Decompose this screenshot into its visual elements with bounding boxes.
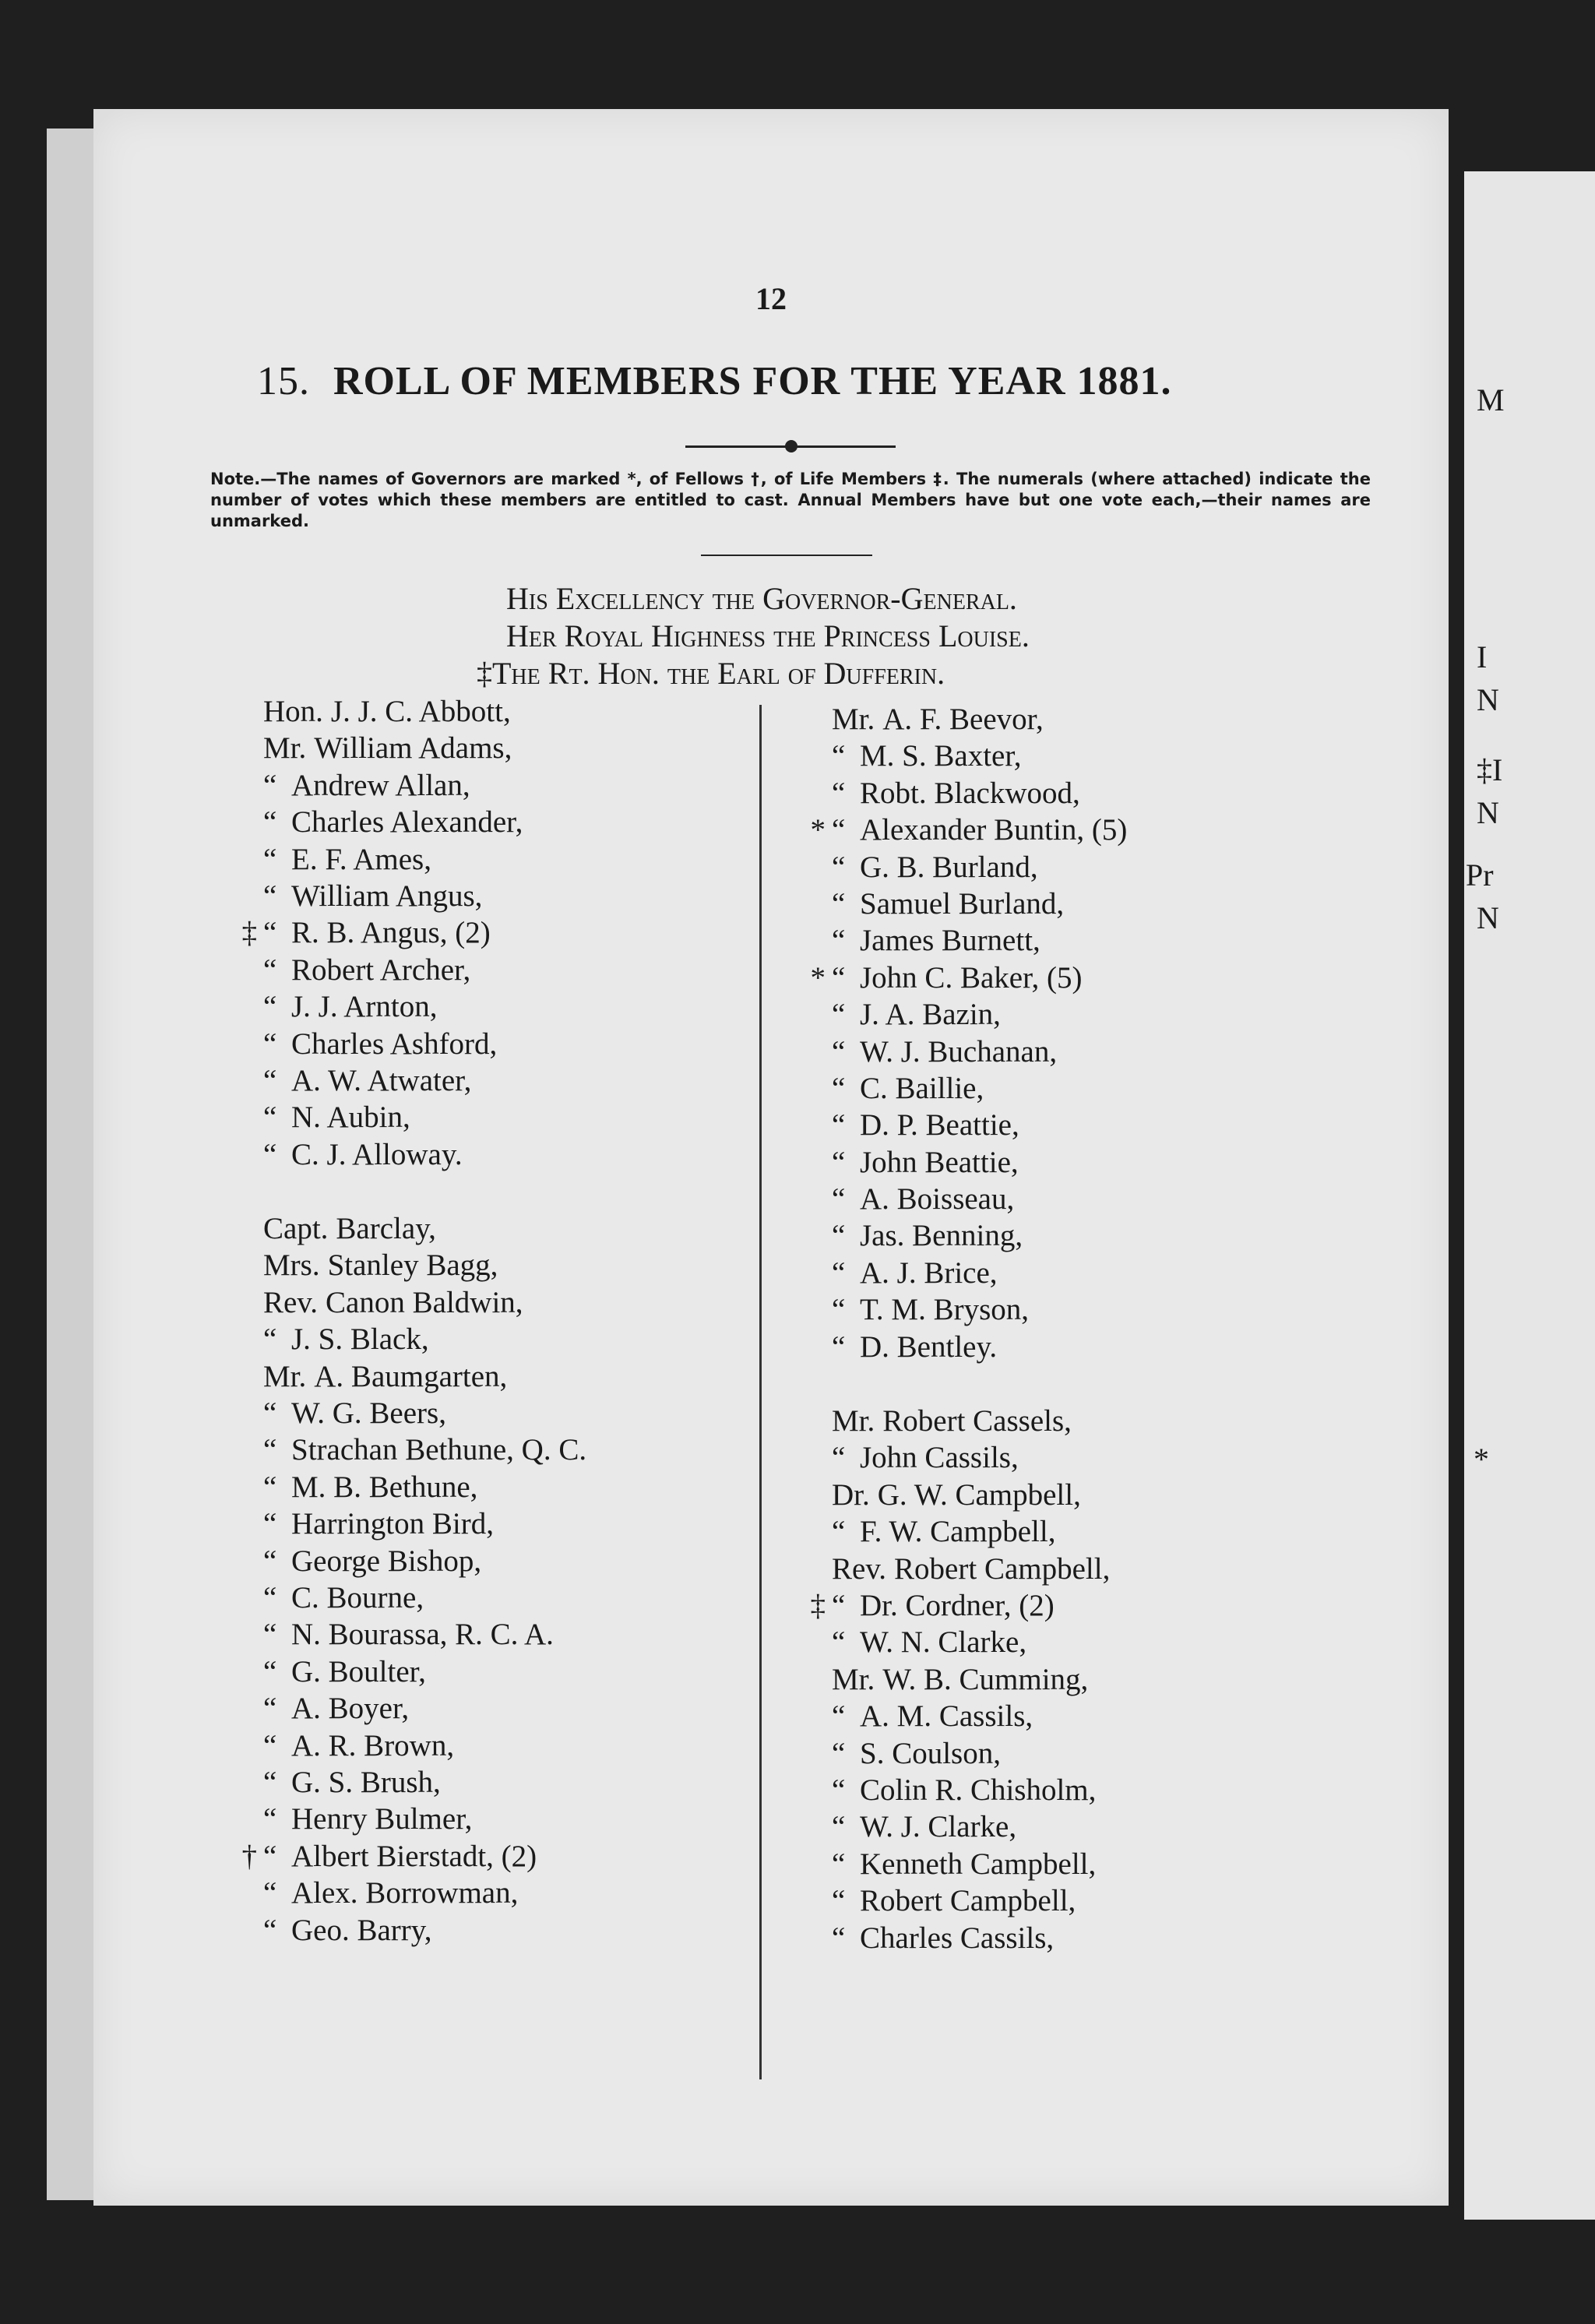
member-title: “	[263, 1470, 277, 1504]
member-entry	[226, 804, 586, 840]
adjacent-page-fragment: *	[1474, 1442, 1489, 1477]
member-name: Charles Ashford,	[291, 1026, 498, 1061]
adjacent-page-fragment: Pr	[1466, 857, 1494, 893]
member-entry	[794, 812, 1127, 848]
member-name: J. J. Arnton,	[291, 990, 438, 1024]
member-entry	[226, 988, 586, 1025]
member-entry	[226, 1912, 586, 1949]
member-name: F. W. Campbell,	[860, 1515, 1056, 1549]
member-name: C. Baillie,	[860, 1071, 984, 1105]
member-entry	[794, 1107, 1127, 1143]
member-name: Robert Cassels,	[882, 1404, 1072, 1438]
membership-mark: *	[810, 813, 826, 847]
member-title: “	[263, 916, 277, 950]
member-entry	[794, 1772, 1127, 1808]
member-name: W. N. Clarke,	[860, 1625, 1027, 1660]
adjacent-page-fragment: N	[1477, 900, 1499, 935]
member-name: John C. Baker, (5)	[860, 960, 1083, 995]
member-name: Jas. Benning,	[860, 1219, 1023, 1253]
member-entry	[794, 1439, 1127, 1476]
royal-line-3: ‡The Rt. Hon. the Earl of Dufferin.	[477, 656, 945, 691]
member-name: George Bishop,	[291, 1544, 482, 1578]
section-number: 15.	[257, 359, 310, 403]
member-title: “	[832, 960, 846, 995]
member-entry	[226, 1395, 586, 1431]
member-name: Alex. Borrowman,	[291, 1876, 519, 1910]
member-name: Barclay,	[336, 1212, 436, 1246]
adjacent-page-fragment: I	[1477, 639, 1488, 674]
member-entry	[794, 1808, 1127, 1845]
member-name: A. F. Beevor,	[882, 702, 1044, 736]
member-name: Canon Baldwin,	[326, 1285, 523, 1319]
member-name: M. S. Baxter,	[860, 739, 1022, 773]
member-entry	[794, 996, 1127, 1033]
member-title: “	[832, 1034, 846, 1069]
member-name: A. J. Brice,	[860, 1255, 998, 1290]
book-page	[93, 109, 1449, 2206]
member-name: J. J. C. Abbott,	[330, 695, 511, 728]
member-entry	[226, 1875, 586, 1911]
column-divider	[759, 705, 762, 2079]
member-name: E. F. Ames,	[291, 842, 431, 876]
member-entry	[794, 1587, 1127, 1624]
page-title	[257, 358, 1172, 404]
member-entry	[794, 1477, 1127, 1513]
member-entry	[794, 1698, 1127, 1734]
member-name: Colin R. Chisholm,	[860, 1773, 1097, 1807]
member-entry	[226, 1579, 586, 1616]
member-title: “	[263, 1063, 277, 1097]
member-entry	[794, 922, 1127, 959]
member-title: “	[263, 1876, 277, 1910]
member-entry	[226, 1764, 586, 1801]
member-title: Capt.	[263, 1212, 329, 1246]
member-title: “	[263, 1322, 277, 1357]
royal-patrons	[413, 580, 1030, 692]
member-entry	[226, 693, 586, 730]
member-name: A. Boyer,	[291, 1692, 410, 1726]
member-entry	[794, 738, 1127, 774]
member-entry	[794, 960, 1127, 996]
member-entry	[226, 1838, 586, 1875]
member-title: “	[263, 1765, 277, 1799]
member-title: “	[263, 1580, 277, 1614]
member-title: “	[832, 1145, 846, 1179]
member-title: “	[263, 842, 277, 876]
member-title: “	[263, 1913, 277, 1947]
members-left-column	[226, 693, 586, 1949]
member-entry	[794, 1920, 1127, 1956]
member-entry	[226, 1690, 586, 1727]
member-entry	[794, 1403, 1127, 1439]
member-title: “	[263, 1026, 277, 1061]
member-title: “	[263, 1618, 277, 1652]
member-entry	[226, 914, 586, 951]
member-title: “	[263, 952, 277, 987]
member-entry	[226, 1727, 586, 1764]
members-right-column	[794, 701, 1127, 1956]
member-name: William Adams,	[314, 731, 512, 766]
member-entry	[226, 1062, 586, 1099]
member-title: “	[263, 1396, 277, 1431]
member-title: “	[832, 1108, 846, 1143]
royal-line-2: Her Royal Highness the Princess Louise.	[506, 618, 1030, 653]
membership-mark: ‡	[241, 916, 257, 950]
member-entry	[226, 1247, 586, 1283]
member-title: “	[832, 850, 846, 884]
member-name: N. Aubin,	[291, 1100, 410, 1135]
member-entry	[226, 1321, 586, 1357]
member-name: Robert Archer,	[291, 952, 471, 987]
member-entry	[226, 878, 586, 914]
adjacent-page-fragment: ‡I	[1477, 752, 1503, 787]
member-title: “	[832, 1699, 846, 1734]
member-entry	[226, 1469, 586, 1505]
member-title: “	[832, 1810, 846, 1844]
member-title: “	[263, 1544, 277, 1578]
member-entry	[794, 1033, 1127, 1070]
member-name: Harrington Bird,	[291, 1507, 494, 1541]
member-title: “	[832, 776, 846, 810]
member-title: “	[263, 990, 277, 1024]
member-entry	[226, 730, 586, 766]
member-name: G. S. Brush,	[291, 1765, 441, 1799]
member-entry	[226, 1543, 586, 1579]
member-name: T. M. Bryson,	[860, 1293, 1030, 1327]
member-entry	[226, 1099, 586, 1136]
member-entry	[794, 1735, 1127, 1772]
member-title: “	[832, 1515, 846, 1549]
member-name: Andrew Allan,	[291, 768, 470, 802]
member-name: D. Bentley.	[860, 1329, 998, 1364]
member-title: “	[832, 1588, 846, 1622]
member-name: M. B. Bethune,	[291, 1470, 478, 1504]
member-name: Charles Alexander,	[291, 805, 523, 840]
member-entry	[794, 1291, 1127, 1328]
member-entry	[794, 849, 1127, 886]
membership-mark: ‡	[810, 1588, 826, 1622]
member-name: Robert Campbell,	[860, 1884, 1076, 1918]
member-title: “	[263, 1100, 277, 1135]
member-entry	[794, 1551, 1127, 1587]
member-title: Hon.	[263, 695, 323, 728]
member-name: W. J. Clarke,	[860, 1810, 1017, 1844]
member-title: Mr.	[263, 1359, 307, 1393]
member-title: “	[832, 1625, 846, 1660]
member-title: “	[832, 1219, 846, 1253]
member-name: A. M. Cassils,	[860, 1699, 1033, 1734]
member-entry	[226, 1358, 586, 1395]
member-title: “	[832, 1884, 846, 1918]
member-name: Dr. Cordner, (2)	[860, 1588, 1055, 1622]
legend-note: Note.—The names of Governors are marked *, of Fellows †, of Life Members ‡. The numerals (where attached) indicate the number of votes which these members are entitled to cast. Annual Members have but one vote each,—their names are unmarked.	[210, 470, 1371, 530]
adjacent-page-edge	[1464, 171, 1595, 2220]
member-title: “	[832, 813, 846, 847]
member-title: Mr.	[832, 1404, 875, 1438]
member-name: W. B. Cumming,	[882, 1662, 1089, 1696]
member-title: “	[832, 1329, 846, 1364]
member-name: Geo. Barry,	[291, 1913, 432, 1947]
member-entry	[794, 1846, 1127, 1882]
member-entry	[794, 1217, 1127, 1254]
member-entry	[794, 775, 1127, 812]
member-entry	[794, 1144, 1127, 1181]
member-name: John Beattie,	[860, 1145, 1019, 1179]
member-name: William Angus,	[291, 879, 483, 913]
member-entry	[226, 1653, 586, 1690]
member-title: “	[832, 1736, 846, 1770]
ornament-dot	[785, 440, 798, 452]
member-entry	[794, 1255, 1127, 1291]
member-name: N. Bourassa, R. C. A.	[291, 1618, 554, 1652]
member-title: “	[263, 1839, 277, 1873]
member-title: “	[263, 879, 277, 913]
member-name: Albert Bierstadt, (2)	[291, 1839, 537, 1873]
member-title: “	[263, 805, 277, 840]
member-entry	[794, 1661, 1127, 1698]
royal-line-1: His Excellency the Governor-General.	[506, 581, 1017, 616]
member-name: James Burnett,	[860, 924, 1040, 958]
member-name: C. J. Alloway.	[291, 1137, 463, 1171]
member-name: S. Coulson,	[860, 1736, 1001, 1770]
separator-rule	[701, 555, 872, 556]
member-title: Mr.	[832, 1662, 875, 1696]
member-title: Dr.	[832, 1477, 870, 1512]
member-title: “	[832, 1847, 846, 1881]
member-name: G. W. Campbell,	[877, 1477, 1081, 1512]
member-title: “	[263, 1433, 277, 1467]
member-title: “	[832, 1182, 846, 1217]
member-name: R. B. Angus, (2)	[291, 916, 491, 950]
adjacent-page-fragment: N	[1477, 795, 1499, 830]
member-name: Henry Bulmer,	[291, 1802, 473, 1836]
member-name: Samuel Burland,	[860, 886, 1065, 921]
member-entry	[226, 767, 586, 804]
membership-mark: *	[810, 960, 826, 995]
member-title: “	[832, 1921, 846, 1955]
member-entry	[794, 1882, 1127, 1919]
member-name: A. Boisseau,	[860, 1182, 1015, 1217]
member-name: Kenneth Campbell,	[860, 1847, 1097, 1881]
member-name: D. P. Beattie,	[860, 1108, 1019, 1143]
member-entry	[226, 841, 586, 878]
member-title: “	[263, 1728, 277, 1762]
member-title: “	[832, 1255, 846, 1290]
member-entry	[226, 1026, 586, 1062]
member-name: Alexander Buntin, (5)	[860, 813, 1128, 847]
member-entry	[794, 1070, 1127, 1107]
member-title: “	[263, 1507, 277, 1541]
member-title: “	[263, 1654, 277, 1688]
member-entry	[794, 701, 1127, 738]
page-number: 12	[755, 281, 787, 316]
member-name: A. Baumgarten,	[314, 1359, 508, 1393]
member-entry	[794, 1513, 1127, 1550]
member-title: “	[263, 1692, 277, 1726]
member-entry	[226, 1284, 586, 1321]
member-entry	[794, 1181, 1127, 1217]
member-title: Rev.	[263, 1285, 319, 1319]
member-title: “	[832, 924, 846, 958]
member-entry	[794, 886, 1127, 922]
member-title: “	[832, 1441, 846, 1475]
member-entry	[226, 1136, 586, 1173]
member-entry	[226, 1431, 586, 1468]
membership-mark: †	[241, 1839, 257, 1873]
member-name: W. G. Beers,	[291, 1396, 446, 1431]
member-title: Mr.	[832, 702, 875, 736]
member-name: W. J. Buchanan,	[860, 1034, 1058, 1069]
member-title: “	[263, 768, 277, 802]
member-name: A. W. Atwater,	[291, 1063, 472, 1097]
member-entry	[226, 1505, 586, 1542]
adjacent-page-fragment: M	[1477, 382, 1505, 417]
member-entry	[794, 1329, 1127, 1365]
member-title: “	[832, 998, 846, 1032]
title-text: ROLL OF MEMBERS FOR THE YEAR 1881.	[333, 359, 1172, 403]
member-name: G. Boulter,	[291, 1654, 426, 1688]
member-title: “	[263, 1802, 277, 1836]
member-name: Charles Cassils,	[860, 1921, 1055, 1955]
member-name: John Cassils,	[860, 1441, 1019, 1475]
member-name: Robt. Blackwood,	[860, 776, 1080, 810]
member-name: G. B. Burland,	[860, 850, 1038, 884]
member-entry	[794, 1624, 1127, 1660]
member-name: Robert Campbell,	[894, 1551, 1111, 1586]
member-title: “	[832, 1293, 846, 1327]
member-entry	[226, 952, 586, 988]
member-title: Mrs.	[263, 1248, 320, 1283]
member-title: “	[832, 1773, 846, 1807]
member-name: A. R. Brown,	[291, 1728, 455, 1762]
member-title: Mr.	[263, 731, 307, 766]
member-name: Stanley Bagg,	[327, 1248, 498, 1283]
member-entry	[226, 1801, 586, 1837]
member-name: J. A. Bazin,	[860, 998, 1001, 1032]
member-title: “	[832, 739, 846, 773]
member-entry	[226, 1210, 586, 1247]
member-name: C. Bourne,	[291, 1580, 424, 1614]
member-title: “	[263, 1137, 277, 1171]
member-title: “	[832, 1071, 846, 1105]
member-name: Strachan Bethune, Q. C.	[291, 1433, 587, 1467]
member-title: “	[832, 886, 846, 921]
member-entry	[226, 1616, 586, 1653]
adjacent-page-fragment: N	[1477, 682, 1499, 717]
member-name: J. S. Black,	[291, 1322, 429, 1357]
member-title: Rev.	[832, 1551, 887, 1586]
